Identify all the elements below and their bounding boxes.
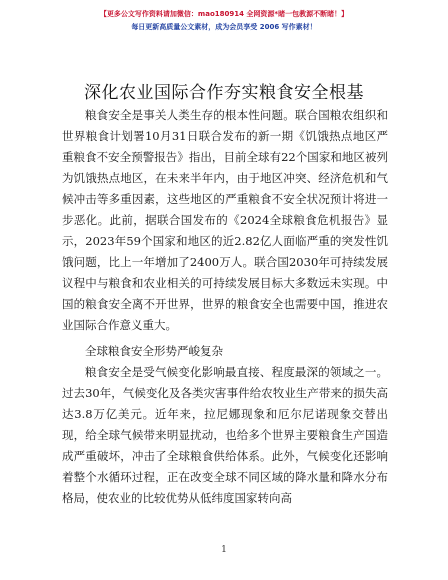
promo-banner-line2: 每日更新高质量公文素材，成为会员享受 2006 写作素材！ (131, 23, 317, 31)
body-paragraph-2: 粮食安全是受气候变化影响最直接、程度最深的领域之一。过去30年，气候变化及各类灾害事件给农牧业生产带来的损失高达3.8万亿美元。近年来，拉尼娜现象和厄尔尼诺现象交替出现，给全球气候带来明显扰动，也给多个世界主要粮食生产国造成严重破坏，冲击了全球粮食供给体系。此外，气候变化还影响着整个水循环过程，正在改变全球不同区域的降水量和降水分布格局，使农业的比较优势从低纬度国家转向高 (62, 365, 388, 505)
body-paragraph-1: 粮食安全是事关人类生存的根本性问题。联合国粮农组织和世界粮食计划署10月31日联合发布的新一期《饥饿热点地区严重粮食不安全预警报告》指出，目前全球有22个国家和地区被列为饥饿热点地区，在未来半年内，由于地区冲突、经济危机和气候冲击等多重因素，这些地区的严重粮食不安全状况预计将进一步恶化。此前，据联合国发布的《2024全球粮食危机报告》显示，2023年59个国家和地区的近2.82亿人面临严重的突发性饥饿问题，比上一年增加了2400万人。联合国2030年可持续发展议程中与粮食和农业相关的可持续发展目标大多数远未实现。中国的粮食安全离不开世界，世界的粮食安全也需要中国，推进农业国际合作意义重大。 (62, 108, 388, 332)
promo-banner-line1: 【更多公文写作资料请加微信：mao180914 全网资源*睹一包教源不断睹！】 (99, 10, 349, 18)
section-heading: 全球粮食安全形势严峻复杂 (85, 344, 223, 358)
page-number: 1 (221, 545, 227, 555)
document-title: 深化农业国际合作夯实粮食安全根基 (84, 83, 364, 103)
